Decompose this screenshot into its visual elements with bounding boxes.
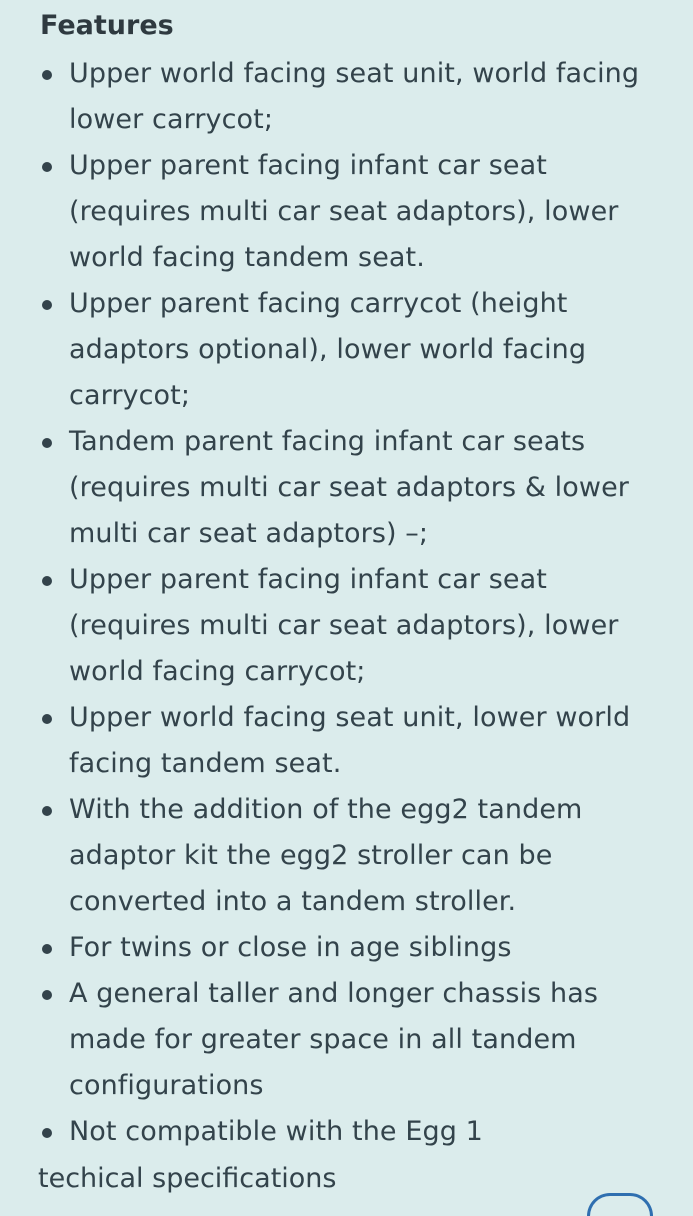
list-item-text: Upper parent facing infant car seat (requires multi car seat adaptors), lower world facing carrycot; [69, 564, 619, 687]
technical-specifications-heading: techical specifications [38, 1163, 337, 1194]
features-list [0, 51, 693, 1155]
list-item-text: A general taller and longer chassis has made for greater space in all tandem configurations [69, 978, 599, 1101]
bullet-icon [42, 576, 52, 586]
list-item [0, 925, 693, 971]
section-title: Features [40, 10, 174, 41]
list-item-text: Tandem parent facing infant car seats (requires multi car seat adaptors & lower multi car seat adaptors) –; [69, 426, 629, 549]
bullet-icon [42, 806, 52, 816]
list-item [0, 1109, 693, 1155]
list-item [0, 51, 693, 143]
bullet-icon [42, 714, 52, 724]
list-item [0, 695, 693, 787]
bullet-icon [42, 1128, 52, 1138]
bullet-icon [42, 300, 52, 310]
bullet-icon [42, 944, 52, 954]
list-item-text: Upper world facing seat unit, world facing lower carrycot; [69, 58, 640, 135]
list-item [0, 419, 693, 557]
list-item [0, 971, 693, 1109]
bullet-icon [42, 438, 52, 448]
list-item-text: Upper world facing seat unit, lower world facing tandem seat. [69, 702, 631, 779]
list-item-text: For twins or close in age siblings [69, 932, 512, 963]
list-item [0, 787, 693, 925]
bullet-icon [42, 990, 52, 1000]
partial-button-edge [587, 1193, 653, 1216]
list-item-text: Not compatible with the Egg 1 [69, 1116, 483, 1147]
list-item-text: With the addition of the egg2 tandem adaptor kit the egg2 stroller can be converted into a tandem stroller. [69, 794, 583, 917]
list-item [0, 281, 693, 419]
list-item-text: Upper parent facing carrycot (height adaptors optional), lower world facing carrycot; [69, 288, 587, 411]
list-item [0, 557, 693, 695]
bullet-icon [42, 162, 52, 172]
bullet-icon [42, 70, 52, 80]
list-item [0, 143, 693, 281]
list-item-text: Upper parent facing infant car seat (requires multi car seat adaptors), lower world facing tandem seat. [69, 150, 619, 273]
